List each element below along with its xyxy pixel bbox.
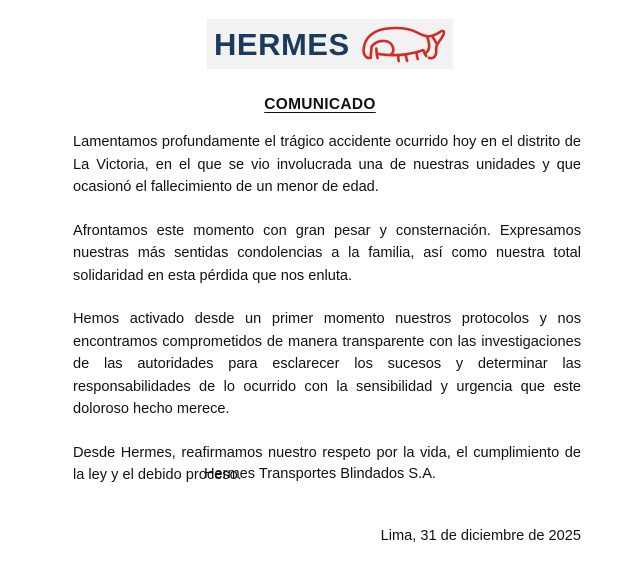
page-title — [0, 96, 640, 114]
rhino-icon — [358, 23, 453, 65]
body-copy — [73, 131, 581, 487]
company-logo — [207, 19, 453, 69]
signature-company: Hermes Transportes Blindados S.A. — [204, 466, 436, 482]
date-line: Lima, 31 de diciembre de 2025 — [380, 528, 581, 544]
page-title-text: COMUNICADO — [264, 96, 376, 113]
paragraph: Hemos activado desde un primer momento nuestros protocolos y nos encontramos comprometidos de manera transparente con las investigaciones de las autoridades para esclarecer los sucesos y determinar las responsabilidades de lo ocurrido con la sensibilidad y urgencia que este doloroso hecho merece. — [73, 311, 581, 417]
paragraph: Desde Hermes, reafirmamos nuestro respeto por la vida, el cumplimiento de la ley y el debido proceso. — [73, 444, 581, 483]
logo-wordmark: HERMES — [214, 26, 350, 62]
paragraph: Lamentamos profundamente el trágico accidente ocurrido hoy en el distrito de La Victoria, en el que se vio involucrada una de nuestras unidades y que ocasionó el fallecimiento de un menor de edad. — [73, 134, 581, 195]
paragraph: Afrontamos este momento con gran pesar y consternación. Expresamos nuestras más sentidas condolencias a la familia, así como nuestra total solidaridad en esta pérdida que nos enluta. — [73, 222, 581, 284]
